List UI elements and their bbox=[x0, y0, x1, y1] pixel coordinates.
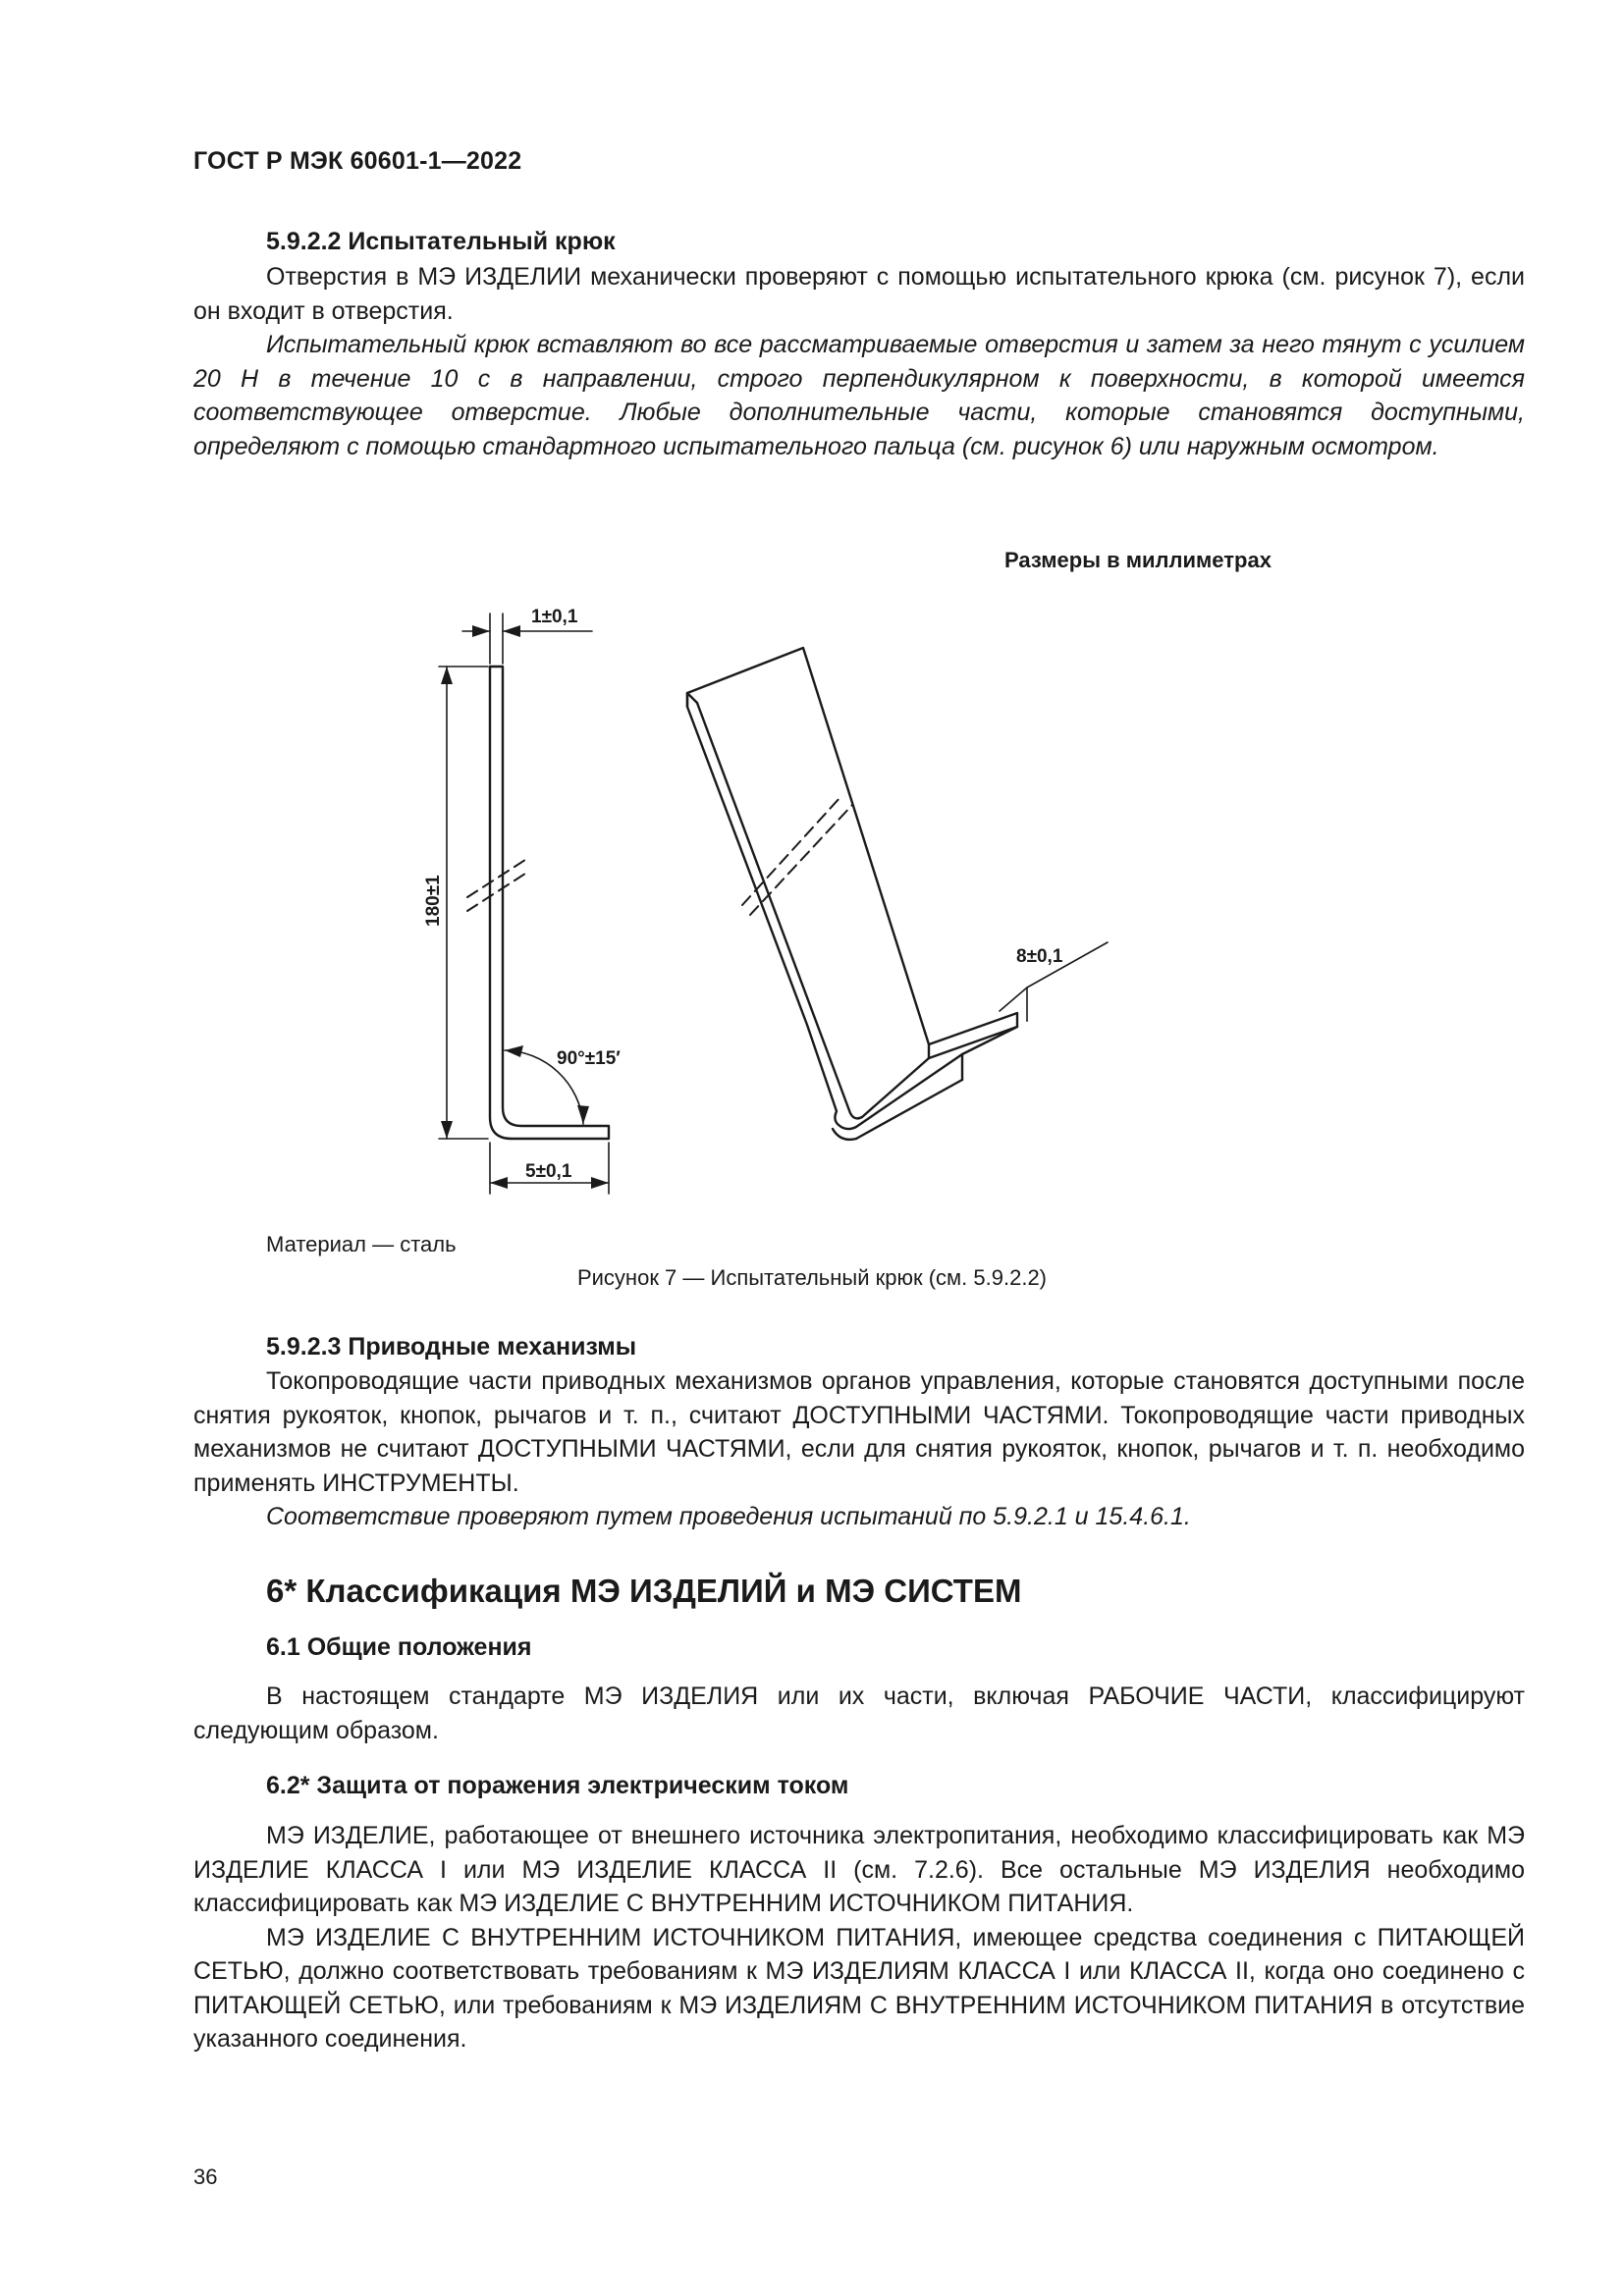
hook-perspective-view bbox=[687, 648, 1017, 1140]
section-6-1-body bbox=[193, 1680, 1525, 1747]
paragraph-italic: Соответствие проверяют путем проведения испытаний по 5.9.2.1 и 15.4.6.1. bbox=[266, 1503, 1191, 1530]
section-6-1-title: 6.1 Общие положения bbox=[266, 1633, 532, 1661]
section-6-2-title: 6.2* Защита от поражения электрическим током bbox=[266, 1772, 849, 1799]
section-5-9-2-3-title: 5.9.2.3 Приводные механизмы bbox=[266, 1333, 637, 1361]
paragraph: Токопроводящие части приводных механизмов органов управления, которые становятся доступными после снятия рукояток, кнопок, рычагов и т. п., считают ДОСТУПНЫМИ ЧАСТЯМИ. Токопроводящие части приводных механизмов не считают ДОСТУПНЫМИ ЧАСТЯМИ, если для снятия рукояток, кнопок, рычагов и т. п. необходимо применять ИНСТРУМЕНТЫ. bbox=[193, 1367, 1525, 1497]
dimension-length-lines bbox=[439, 667, 488, 1139]
dim-width-label: 8±0,1 bbox=[1016, 946, 1063, 967]
document-header: ГОСТ Р МЭК 60601-1—2022 bbox=[193, 147, 522, 175]
dimension-arrows bbox=[441, 625, 609, 1189]
paragraph: В настоящем стандарте МЭ ИЗДЕЛИЯ или их части, включая РАБОЧИЕ ЧАСТИ, классифицируют следующим образом. bbox=[193, 1682, 1525, 1744]
break-lines-left bbox=[467, 858, 528, 911]
figure-caption: Рисунок 7 — Испытательный крюк (см. 5.9.2.2) bbox=[576, 1265, 1048, 1290]
section-5-9-2-2-title: 5.9.2.2 Испытательный крюк bbox=[266, 228, 616, 255]
dim-foot-label: 5±0,1 bbox=[525, 1161, 572, 1182]
dim-thickness-label: 1±0,1 bbox=[531, 607, 578, 627]
section-5-9-2-3-body bbox=[193, 1364, 1525, 1534]
paragraph: Отверстия в МЭ ИЗДЕЛИИ механически проверяют с помощью испытательного крюка (см. рисунок 7), если он входит в отверстия. bbox=[193, 263, 1525, 325]
figure-material-note: Материал — сталь bbox=[266, 1232, 457, 1256]
dimension-units-note: Размеры в миллиметрах bbox=[1004, 548, 1272, 572]
dim-length-label: 180±1 bbox=[423, 875, 444, 927]
page-number: 36 bbox=[193, 2164, 218, 2189]
dim-angle-label: 90°±15′ bbox=[557, 1048, 621, 1069]
paragraph: МЭ ИЗДЕЛИЕ С ВНУТРЕННИМ ИСТОЧНИКОМ ПИТАНИЯ, имеющее средства соединения с ПИТАЮЩЕЙ СЕТЬЮ, должно соответствовать требованиям к МЭ ИЗДЕЛИЯМ КЛАССА I или КЛАССА II, когда оно соединено с ПИТАЮЩЕЙ СЕТЬЮ, или требованиям к МЭ ИЗДЕЛИЯМ С ВНУТРЕННИМ ИСТОЧНИКОМ ПИТАНИЯ в отсутствие указанного соединения. bbox=[193, 1923, 1525, 2053]
section-6-heading: 6* Классификация МЭ ИЗДЕЛИЙ и МЭ СИСТЕМ bbox=[266, 1573, 1022, 1609]
section-6-2-body bbox=[193, 1819, 1525, 2056]
paragraph: МЭ ИЗДЕЛИЕ, работающее от внешнего источника электропитания, необходимо классифицировать как МЭ ИЗДЕЛИЕ КЛАССА I или МЭ ИЗДЕЛИЕ КЛАССА II (см. 7.2.6). Все остальные МЭ ИЗДЕЛИЯ необходимо классифицировать как МЭ ИЗДЕЛИЕ С ВНУТРЕННИМ ИСТОЧНИКОМ ПИТАНИЯ. bbox=[193, 1822, 1525, 1917]
paragraph-italic: Испытательный крюк вставляют во все рассматриваемые отверстия и затем за него тянут с усилием 20 Н в течение 10 с в направлении, строго перпендикулярном к поверхности, в которой имеется соответствующее отверстие. Любые дополнительные части, которые становятся доступными, определяют с помощью стандартного испытательного пальца (см. рисунок 6) или наружным осмотром. bbox=[193, 331, 1525, 460]
